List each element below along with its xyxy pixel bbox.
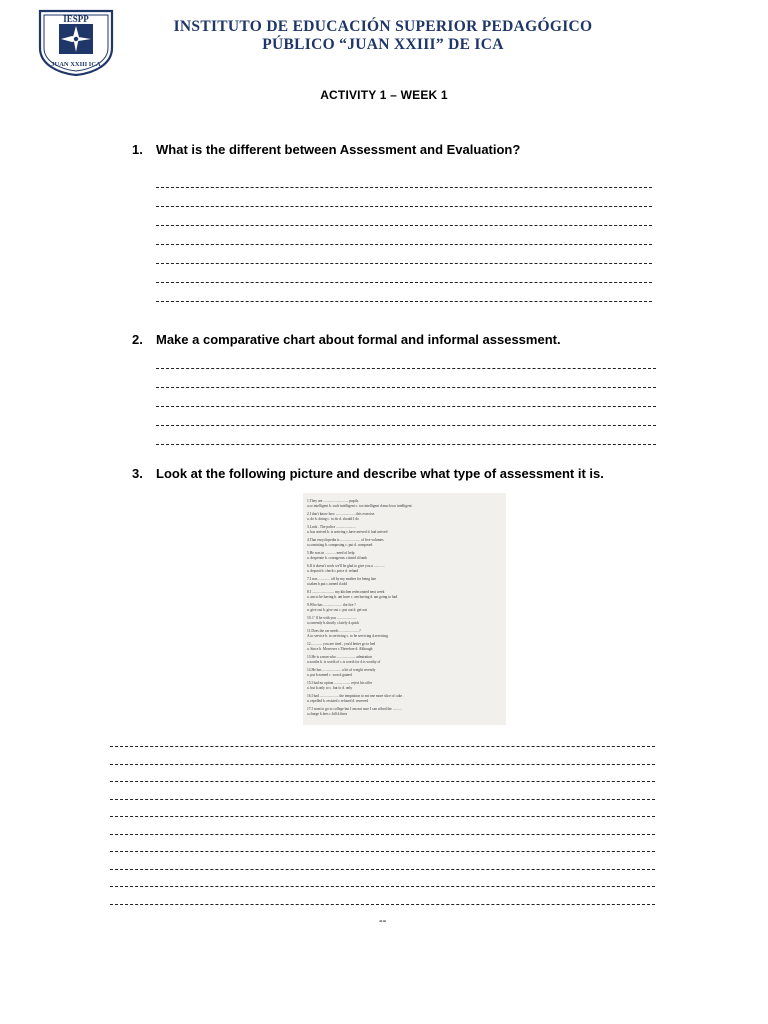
worksheet-row: a.worths b. is worth of c.is worth for d.is worthy of bbox=[307, 660, 381, 664]
worksheet-row: a.consisting b. composing c. put d. composed bbox=[307, 543, 373, 547]
worksheet-row: a. do b. doing c. to do d. should I do bbox=[307, 517, 359, 521]
worksheet-row: 15.I had no option .................. reject his offer bbox=[307, 681, 373, 685]
institute-name-line1: INSTITUTO DE EDUCACIÓN SUPERIOR PEDAGÓGICO bbox=[173, 18, 593, 35]
worksheet-row: 2.I don't know how ...................... this exercise. bbox=[307, 512, 376, 516]
worksheet-row: 4.That encyclopedia is ...................... of five volumes. bbox=[307, 538, 385, 542]
answer-line bbox=[110, 764, 655, 765]
worksheet-row: 12............. you are tired , you'd better go to bed bbox=[307, 642, 376, 646]
answer-line bbox=[156, 282, 652, 283]
worksheet-row: 9.Who has ..................... the fire ? bbox=[307, 603, 356, 607]
svg-text:IESPP: IESPP bbox=[63, 14, 89, 24]
question-text: What is the different between Assessment and Evaluation? bbox=[156, 142, 521, 157]
question-number: 3. bbox=[132, 466, 143, 481]
worksheet-row: 1.They are ............................ pupils. bbox=[307, 499, 360, 503]
worksheet-row: a. desperate b. courageous c.timid d.frank bbox=[307, 556, 367, 560]
institute-name-line2: PÚBLICO “JUAN XXIII” DE ICA bbox=[262, 36, 504, 53]
answer-line bbox=[110, 869, 655, 870]
worksheet-row: a. has arrived b. is arriving c.have arrived d. had arrived bbox=[307, 530, 388, 534]
worksheet-row: 16.I had ..................... the temptation to eat one more slice of cake . bbox=[307, 694, 404, 698]
answer-line bbox=[156, 225, 652, 226]
worksheet-row: a. Since b. Moreover c.Therefore d. Although bbox=[307, 647, 373, 651]
worksheet-row: a. put b.earned c .won d.gained bbox=[307, 673, 352, 677]
worksheet-row: 17.I want to go to college but I am not sure I can afford the .......... bbox=[307, 707, 402, 711]
question-text: Look at the following picture and describe what type of assessment it is. bbox=[156, 466, 604, 481]
worksheet-row: A.to service b. to servicing c. to be servicing d.servicing bbox=[307, 634, 388, 638]
answer-line bbox=[110, 799, 655, 800]
worksheet-row: a. am to be having b. am have c. am having d. am going to had bbox=[307, 595, 398, 599]
worksheet-row: 14.He has ..................... a lot of weight recently bbox=[307, 668, 376, 672]
answer-line bbox=[110, 851, 655, 852]
answer-line bbox=[110, 886, 655, 887]
question-2 bbox=[132, 332, 561, 347]
worksheet-row: 5.He was in ............ need of help bbox=[307, 551, 355, 555]
worksheet-row: a.currently b.shortly c.lately d.quick bbox=[307, 621, 359, 625]
worksheet-row: 10. I ' ll be with you ...................... bbox=[307, 616, 357, 620]
worksheet-row: a. give out b. give out c. put out d. get out bbox=[307, 608, 367, 612]
worksheet-row: 13.He is a man who ..................... admiration bbox=[307, 655, 372, 659]
answer-line bbox=[110, 904, 655, 905]
answer-line bbox=[110, 834, 655, 835]
question-3 bbox=[132, 466, 604, 481]
worksheet-row: 7.I was ............. off by my mother for being late bbox=[307, 577, 377, 581]
footer-mark: -- bbox=[379, 915, 387, 927]
answer-line bbox=[156, 406, 656, 407]
worksheet-row: 8.I ......................... my kitchen redecorated next week bbox=[307, 590, 385, 594]
worksheet-row: a. but b.only to c. but to d. only bbox=[307, 686, 353, 690]
worksheet-row: 11.Does the car needs ......................? bbox=[307, 629, 361, 633]
answer-line bbox=[156, 244, 652, 245]
activity-title: ACTIVITY 1 – WEEK 1 bbox=[320, 88, 448, 102]
worksheet-image bbox=[303, 493, 506, 725]
question-number: 2. bbox=[132, 332, 143, 347]
question-text: Make a comparative chart about formal and informal assessment. bbox=[156, 332, 561, 347]
worksheet-row: a.charge b.fees c.bill d.fines bbox=[307, 712, 348, 716]
answer-line bbox=[110, 816, 655, 817]
answer-line bbox=[156, 387, 656, 388]
svg-text:JUAN XXIII ICA: JUAN XXIII ICA bbox=[51, 61, 101, 68]
worksheet-row: 3.Look . The police ...................... bbox=[307, 525, 356, 529]
worksheet-row: a. repelled b. resisted c.refused d. reserved bbox=[307, 699, 369, 703]
answer-line bbox=[110, 746, 655, 747]
answer-line bbox=[156, 301, 652, 302]
answer-line bbox=[156, 263, 652, 264]
worksheet-row: a. deposit b. check c.price d. refund bbox=[307, 569, 359, 573]
answer-line bbox=[156, 206, 652, 207]
answer-line bbox=[156, 444, 656, 445]
worksheet-row: 6.If it doesn't work we'll be glad to give you a ............ bbox=[307, 564, 385, 568]
answer-line bbox=[156, 368, 656, 369]
question-1 bbox=[132, 142, 520, 157]
worksheet-row: a.taken b.put c.turned d.told bbox=[307, 582, 348, 586]
worksheet-row: a.so intelligent b. such intelligent c. too intelligent d.much too intelligent bbox=[307, 504, 412, 508]
question-number: 1. bbox=[132, 142, 143, 157]
answer-line bbox=[156, 425, 656, 426]
answer-line bbox=[156, 187, 652, 188]
institute-logo bbox=[37, 8, 115, 76]
answer-line bbox=[110, 781, 655, 782]
